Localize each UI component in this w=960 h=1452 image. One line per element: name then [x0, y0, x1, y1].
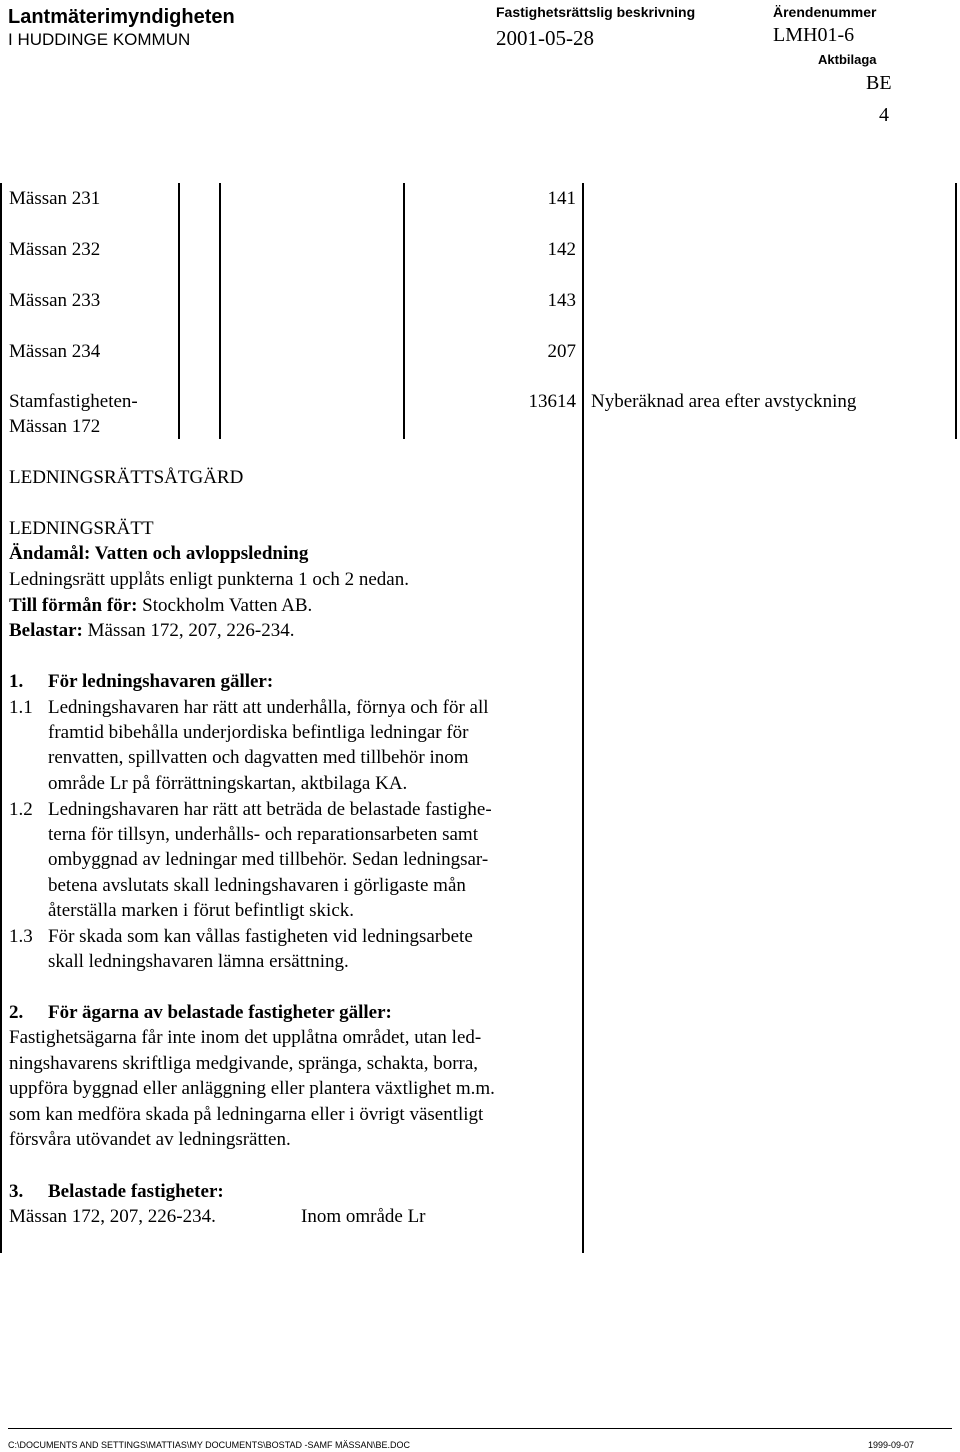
- item-line: område Lr på förrättningskartan, aktbilaga KA.: [48, 773, 408, 794]
- granted-line: Ledningsrätt upplåts enligt punkterna 1 och 2 nedan.: [9, 569, 409, 590]
- item-line: skall ledningshavaren lämna ersättning.: [48, 951, 349, 972]
- section-3-title: Belastade fastigheter:: [48, 1181, 224, 1202]
- item-line: ombyggnad av ledningar med tillbehör. Sedan ledningsar-: [48, 849, 489, 870]
- appendix-code: BE: [866, 72, 892, 94]
- item-number: 1.1: [9, 697, 33, 718]
- municipality-name: I HUDDINGE KOMMUN: [8, 30, 191, 49]
- property-area: 143: [547, 290, 576, 311]
- property-area: 142: [547, 239, 576, 260]
- table-divider-1: [178, 183, 180, 439]
- section-2-number: 2.: [9, 1002, 24, 1023]
- measure-heading: LEDNINGSRÄTTSÅTGÄRD: [9, 467, 244, 488]
- footer-rule: [8, 1428, 952, 1429]
- authority-name: Lantmäterimyndigheten: [8, 6, 235, 28]
- area-reference: Inom område Lr: [301, 1206, 426, 1227]
- parent-property-name-line2: Mässan 172: [9, 416, 101, 437]
- section-2-line: försvåra utövandet av ledningsrätten.: [9, 1129, 291, 1150]
- case-number: LMH01-6: [773, 24, 855, 46]
- footer-file-path: C:\DOCUMENTS AND SETTINGS\MATTIAS\MY DOCUMENTS\BOSTAD -SAMF MÄSSAN\BE.DOC: [8, 1440, 411, 1450]
- property-area: 141: [547, 188, 576, 209]
- burden-line: [9, 620, 295, 642]
- item-line: För skada som kan vållas fastigheten vid ledningsarbete: [48, 926, 473, 947]
- item-line: Ledningshavaren har rätt att underhålla, förnya och för all: [48, 697, 489, 718]
- section-1-title: För ledningshavaren gäller:: [48, 671, 274, 692]
- purpose-line: [9, 543, 308, 565]
- property-area: 13614: [528, 391, 576, 412]
- item-number: 1.2: [9, 799, 33, 820]
- property-name: Mässan 231: [9, 188, 101, 209]
- table-divider-main: [582, 183, 584, 1253]
- burden-value: Mässan 172, 207, 226-234.: [87, 620, 295, 641]
- beneficiary-label: Till förmån för:: [9, 595, 138, 616]
- property-name: Mässan 234: [9, 341, 101, 362]
- measure-subheading: LEDNINGSRÄTT: [9, 518, 154, 539]
- property-name: Mässan 233: [9, 290, 101, 311]
- document-type: Fastighetsrättslig beskrivning: [496, 4, 696, 20]
- table-divider-3: [403, 183, 405, 439]
- property-name: Mässan 232: [9, 239, 101, 260]
- section-2-line: som kan medföra skada på ledningarna eller i övrigt väsentligt: [9, 1104, 484, 1125]
- section-2-line: Fastighetsägarna får inte inom det upplåtna området, utan led-: [9, 1027, 482, 1048]
- section-2-line: ningshavarens skriftliga medgivande, spränga, schakta, borra,: [9, 1053, 479, 1074]
- parent-property-name: Stamfastigheten-: [9, 391, 138, 412]
- purpose-value: Vatten och avloppsledning: [94, 543, 309, 564]
- table-divider-2: [219, 183, 221, 439]
- item-line: framtid bibehålla underjordiska befintliga ledningar för: [48, 722, 469, 743]
- section-2-line: uppföra byggnad eller anläggning eller plantera växtlighet m.m.: [9, 1078, 495, 1099]
- footer-date: 1999-09-07: [868, 1440, 915, 1450]
- burdened-properties: Mässan 172, 207, 226-234.: [9, 1206, 216, 1227]
- document-date: 2001-05-28: [496, 26, 594, 50]
- item-line: Ledningshavaren har rätt att beträda de belastade fastighe-: [48, 799, 492, 820]
- burden-label: Belastar:: [9, 620, 83, 641]
- table-right-border: [955, 183, 957, 439]
- case-number-label: Ärendenummer: [773, 4, 877, 20]
- section-1-number: 1.: [9, 671, 24, 692]
- item-line: renvatten, spillvatten och dagvatten med tillbehör inom: [48, 747, 469, 768]
- property-area: 207: [547, 341, 576, 362]
- page-number: 4: [879, 104, 889, 126]
- beneficiary-line: [9, 595, 312, 617]
- purpose-label: Ändamål:: [9, 543, 91, 564]
- section-2-title: För ägarna av belastade fastigheter gäller:: [48, 1002, 392, 1023]
- area-note: Nyberäknad area efter avstyckning: [591, 391, 857, 412]
- item-line: återställa marken i förut befintligt skick.: [48, 900, 355, 921]
- item-number: 1.3: [9, 926, 33, 947]
- table-left-border: [0, 183, 2, 1253]
- section-3-number: 3.: [9, 1181, 24, 1202]
- appendix-label: Aktbilaga: [818, 52, 877, 67]
- beneficiary-value: Stockholm Vatten AB.: [142, 595, 313, 616]
- item-line: terna för tillsyn, underhålls- och reparationsarbeten samt: [48, 824, 478, 845]
- item-line: betena avslutats skall ledningshavaren i görligaste mån: [48, 875, 466, 896]
